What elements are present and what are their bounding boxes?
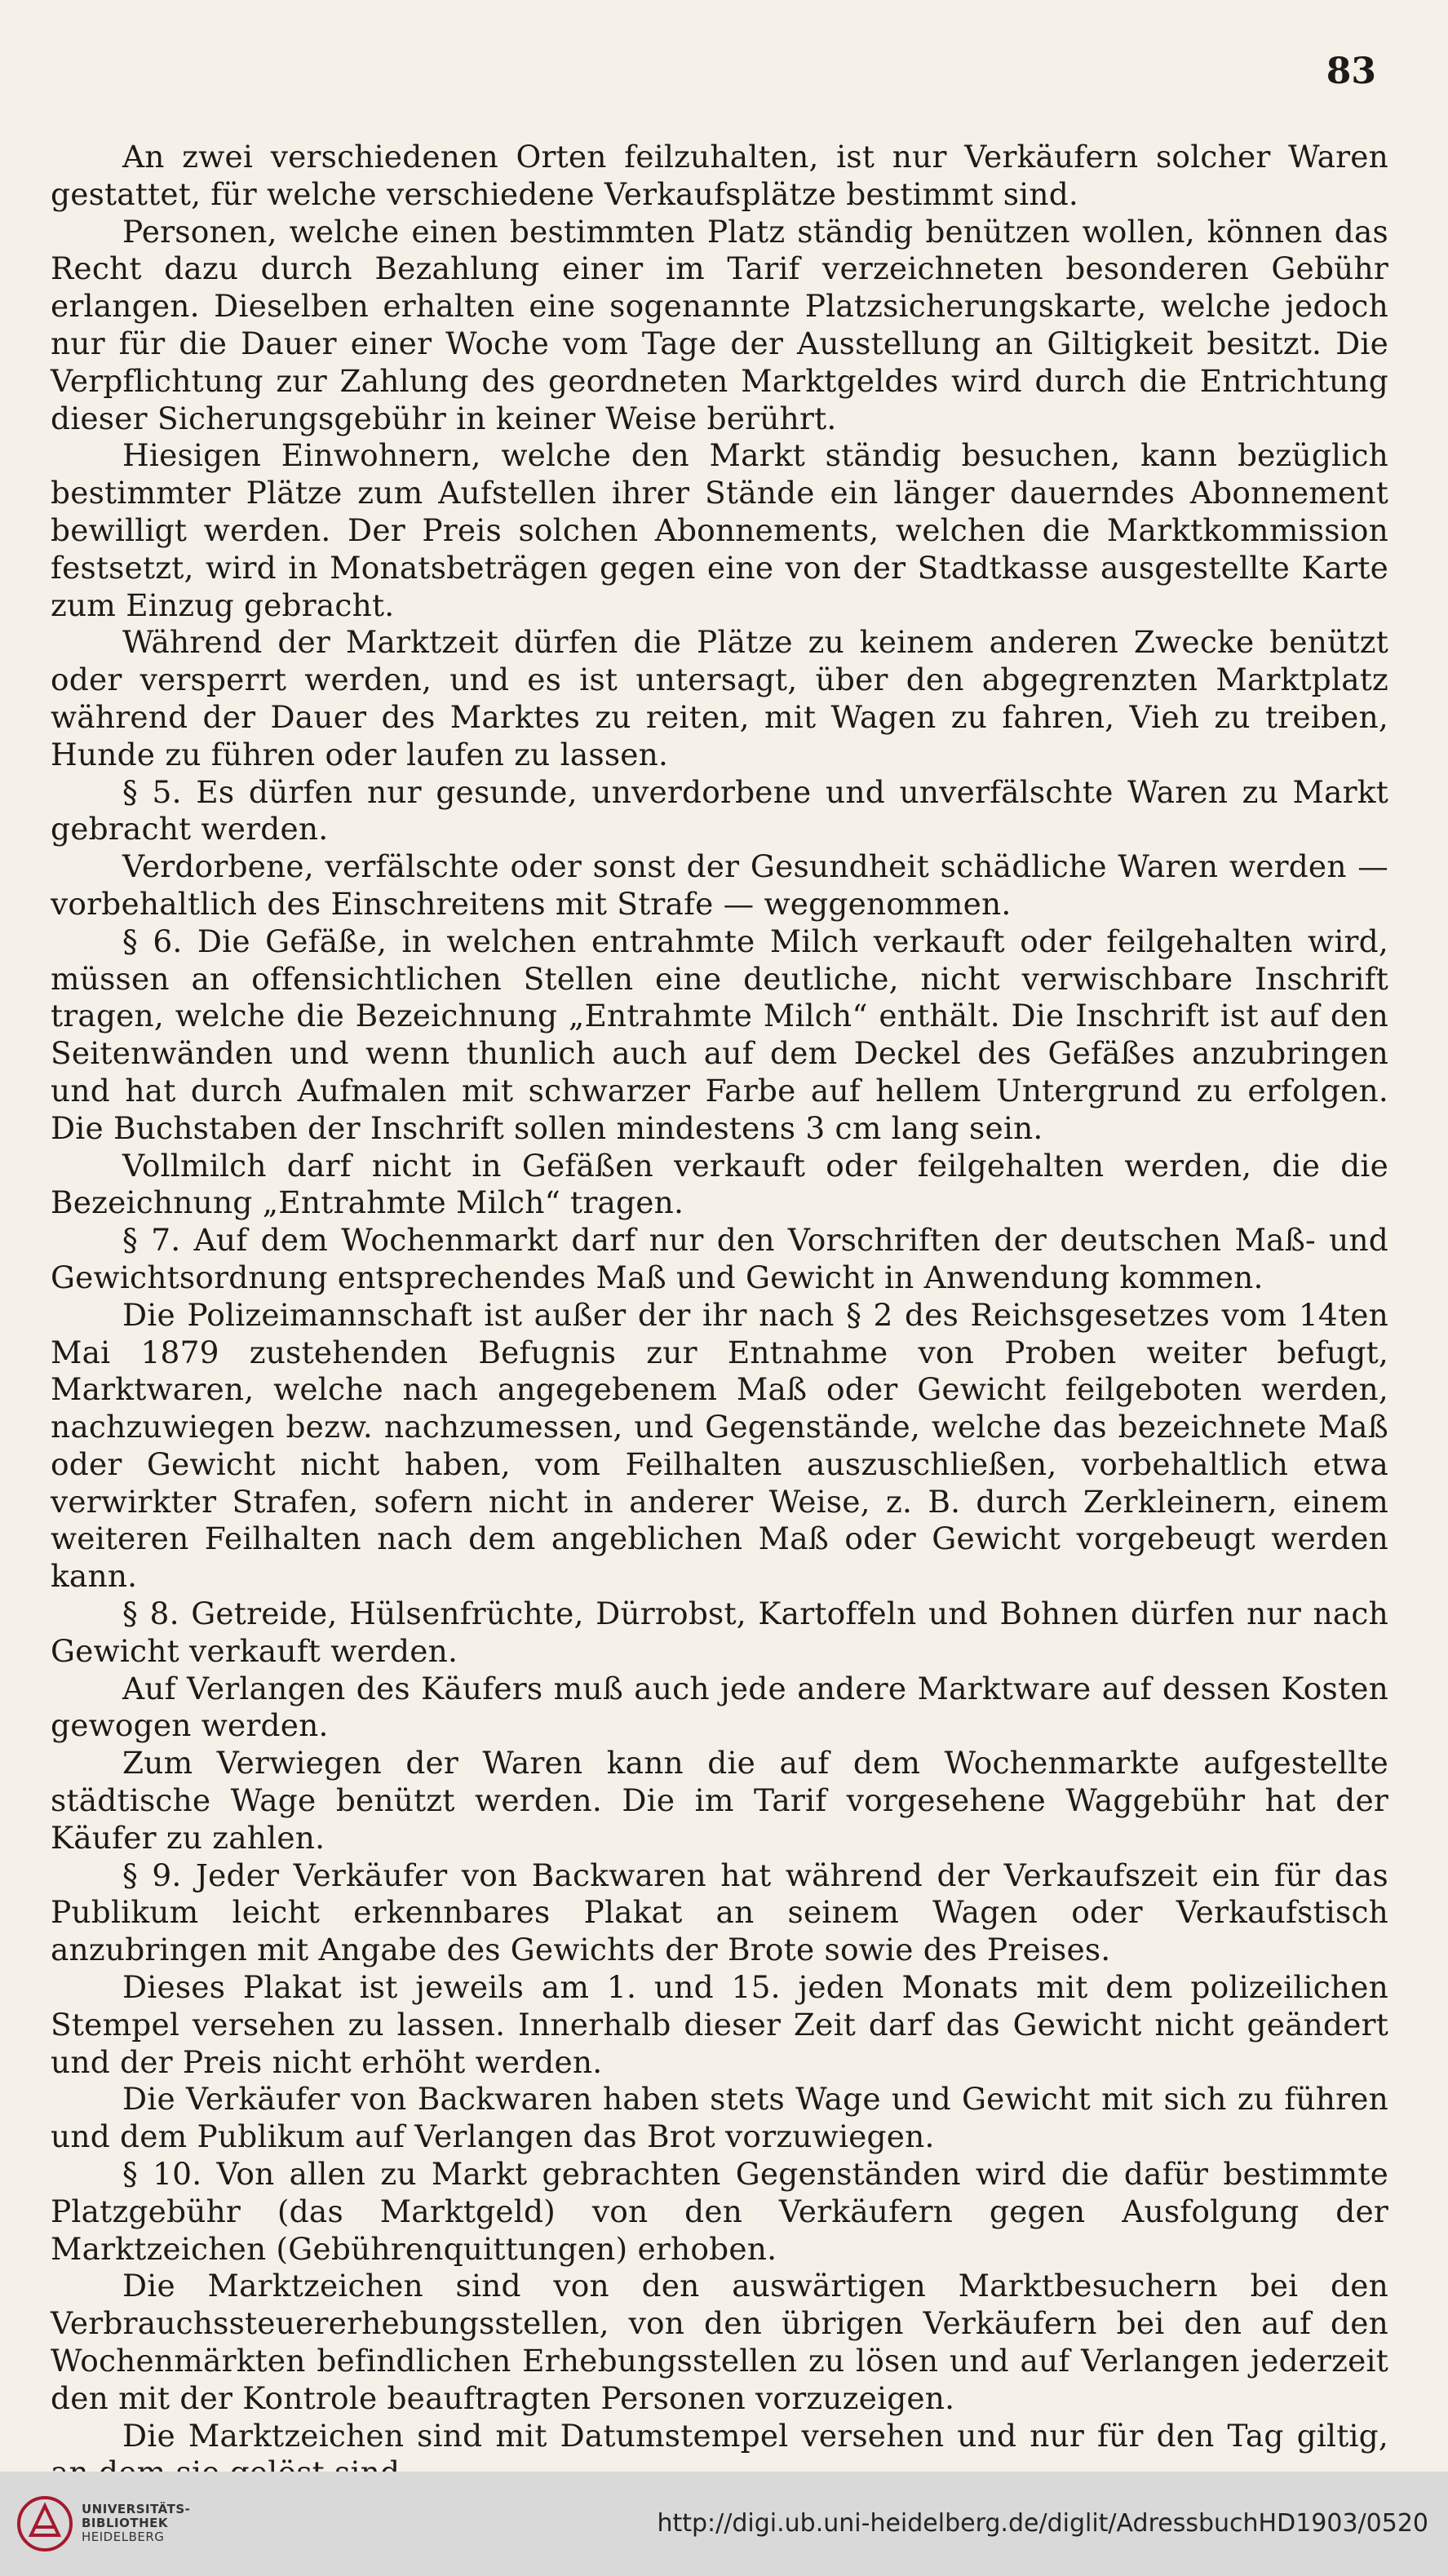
paragraph: Die Polizeimannschaft ist außer der ihr nach § 2 des Reichsgesetzes vom 14ten Mai 1879 zustehenden Befugnis zur Entnahme von Proben weiter befugt, Marktwaren, welche nach angegebenem Maß oder Gewicht feilgeboten werden, nachzuwiegen bezw. nachzumessen, und Gegenstände, welche das bezeichnete Maß oder Gewicht nicht haben, vom Feilhalten auszuschließen, vorbehaltlich etwa verwirkter Strafen, sofern nicht in anderer Weise, z. B. durch Zerkleinern, einem weiteren Feilhalten nach dem angeblichen Maß oder Gewicht vorgebeugt werden kann. [51,1296,1388,1595]
library-logo-text [82,2503,190,2544]
paragraph: Die Marktzeichen sind mit Datumstempel versehen und nur für den Tag giltig, [122,2417,1388,2454]
paragraph: Auf Verlangen des Käufers muß auch jede andere Marktware auf dessen Kosten gewogen werden. [51,1670,1388,1744]
logo-line: HEIDELBERG [82,2530,165,2544]
paragraph: § 5. Es dürfen nur gesunde, unverdorbene und unverfälschte Waren zu Markt gebracht werden. [51,773,1388,848]
paragraph: Hiesigen Einwohnern, welche den Markt ständig besuchen, kann bezüglich bestimmter Plätze zum Aufstellen ihrer Stände ein länger dauerndes Abonnement bewilligt werden. Der Preis solchen Abonnements, welchen die Marktkommission festsetzt, wird in Monatsbeträgen gegen eine von der Stadtkasse ausgestellte Karte zum Einzug gebracht. [51,437,1388,623]
paragraph: Die Marktzeichen sind von den auswärtigen Marktbesuchern bei den Verbrauchssteuererhebungsstellen, von den übrigen Verkäufern bei den auf den Wochenmärkten befindlichen Erhebungsstellen zu lösen und auf Verlangen jederzeit den mit der Kontrole beauftragten Personen vorzuzeigen. [51,2268,1388,2416]
paragraph: Vollmilch darf nicht in Gefäßen verkauft oder feilgehalten werden, die die Bezeichnung „Entrahmte Milch“ tragen. [51,1147,1388,1221]
paragraph: § 6. Die Gefäße, in welchen entrahmte Milch verkauft oder feilgehalten wird, müssen an offensichtlichen Stellen eine deutliche, nicht verwischbare Inschrift tragen, welche die Bezeichnung „Entrahmte Milch“ enthält. Die Inschrift ist auf den Seitenwänden und wenn thunlich auch auf dem Deckel des Gefäßes anzubringen und hat durch Aufmalen mit schwarzer Farbe auf hellem Untergrund zu erfolgen. Die Buchstaben der Inschrift sollen mindestens 3 cm lang sein. [51,923,1388,1146]
paragraph: § 9. Jeder Verkäufer von Backwaren hat während der Verkaufszeit ein für das Publikum leicht erkennbares Plakat an seinem Wagen oder Verkaufstisch anzubringen mit Angabe des Gewichts der Brote sowie des Preises. [51,1857,1388,1968]
logo-line: BIBLIOTHEK [82,2516,168,2530]
footer-bar [0,2472,1448,2576]
paragraph: Verdorbene, verfälschte oder sonst der Gesundheit schädliche Waren werden — vorbehaltlich des Einschreitens mit Strafe — weggenommen. [51,848,1388,922]
paragraph: Zum Verwiegen der Waren kann die auf dem Wochenmarkte aufgestellte städtische Wage benützt werden. Die im Tarif vorgesehene Waggebühr hat der Käufer zu zahlen. [51,1745,1388,1856]
body-text [51,139,1388,2492]
paragraph: Dieses Plakat ist jeweils am 1. und 15. jeden Monats mit dem polizeilichen Stempel versehen zu lassen. Innerhalb dieser Zeit darf das Gewicht nicht geändert und der Preis nicht erhöht werden. [51,1969,1388,2080]
paragraph: An zwei verschiedenen Orten feilzuhalten, ist nur Verkäufern solcher Waren gestattet, für welche verschiedene Verkaufsplätze bestimmt sind. [51,139,1388,212]
paragraph: § 7. Auf dem Wochenmarkt darf nur den Vorschriften der deutschen Maß- und Gewichtsordnung entsprechendes Maß und Gewicht in Anwendung kommen. [51,1222,1388,1295]
page-number: 83 [1326,51,1376,92]
university-seal-icon [16,2494,73,2553]
logo-line: UNIVERSITÄTS- [82,2502,191,2516]
paragraph: § 10. Von allen zu Markt gebrachten Gegenständen wird die dafür bestimmte Platzgebühr (das Marktgeld) von den Verkäufern gegen Ausfolgung der Marktzeichen (Gebührenquittungen) erhoben. [51,2156,1388,2267]
source-url-link[interactable]: http://digi.ub.uni-heidelberg.de/diglit/AdressbuchHD1903/0520 [657,2509,1428,2538]
paragraph: Während der Marktzeit dürfen die Plätze zu keinem anderen Zwecke benützt oder versperrt werden, und es ist untersagt, über den abgegrenzten Marktplatz während der Dauer des Marktes zu reiten, mit Wagen zu fahren, Vieh zu treiben, Hunde zu führen oder laufen zu lassen. [51,624,1388,772]
paragraph: § 8. Getreide, Hülsenfrüchte, Dürrobst, Kartoffeln und Bohnen dürfen nur nach Gewicht verkauft werden. [51,1596,1388,1669]
paragraph: Die Verkäufer von Backwaren haben stets Wage und Gewicht mit sich zu führen und dem Publikum auf Verlangen das Brot vorzuwiegen. [51,2081,1388,2155]
paragraph: Personen, welche einen bestimmten Platz ständig benützen wollen, können das Recht dazu durch Bezahlung einer im Tarif verzeichneten besonderen Gebühr erlangen. Dieselben erhalten eine sogenannte Platzsicherungskarte, welche jedoch nur für die Dauer einer Woche vom Tage der Ausstellung an Giltigkeit besitzt. Die Verpflichtung zur Zahlung des geordneten Marktgeldes wird durch die Entrichtung dieser Sicherungsgebühr in keiner Weise berührt. [51,213,1388,436]
